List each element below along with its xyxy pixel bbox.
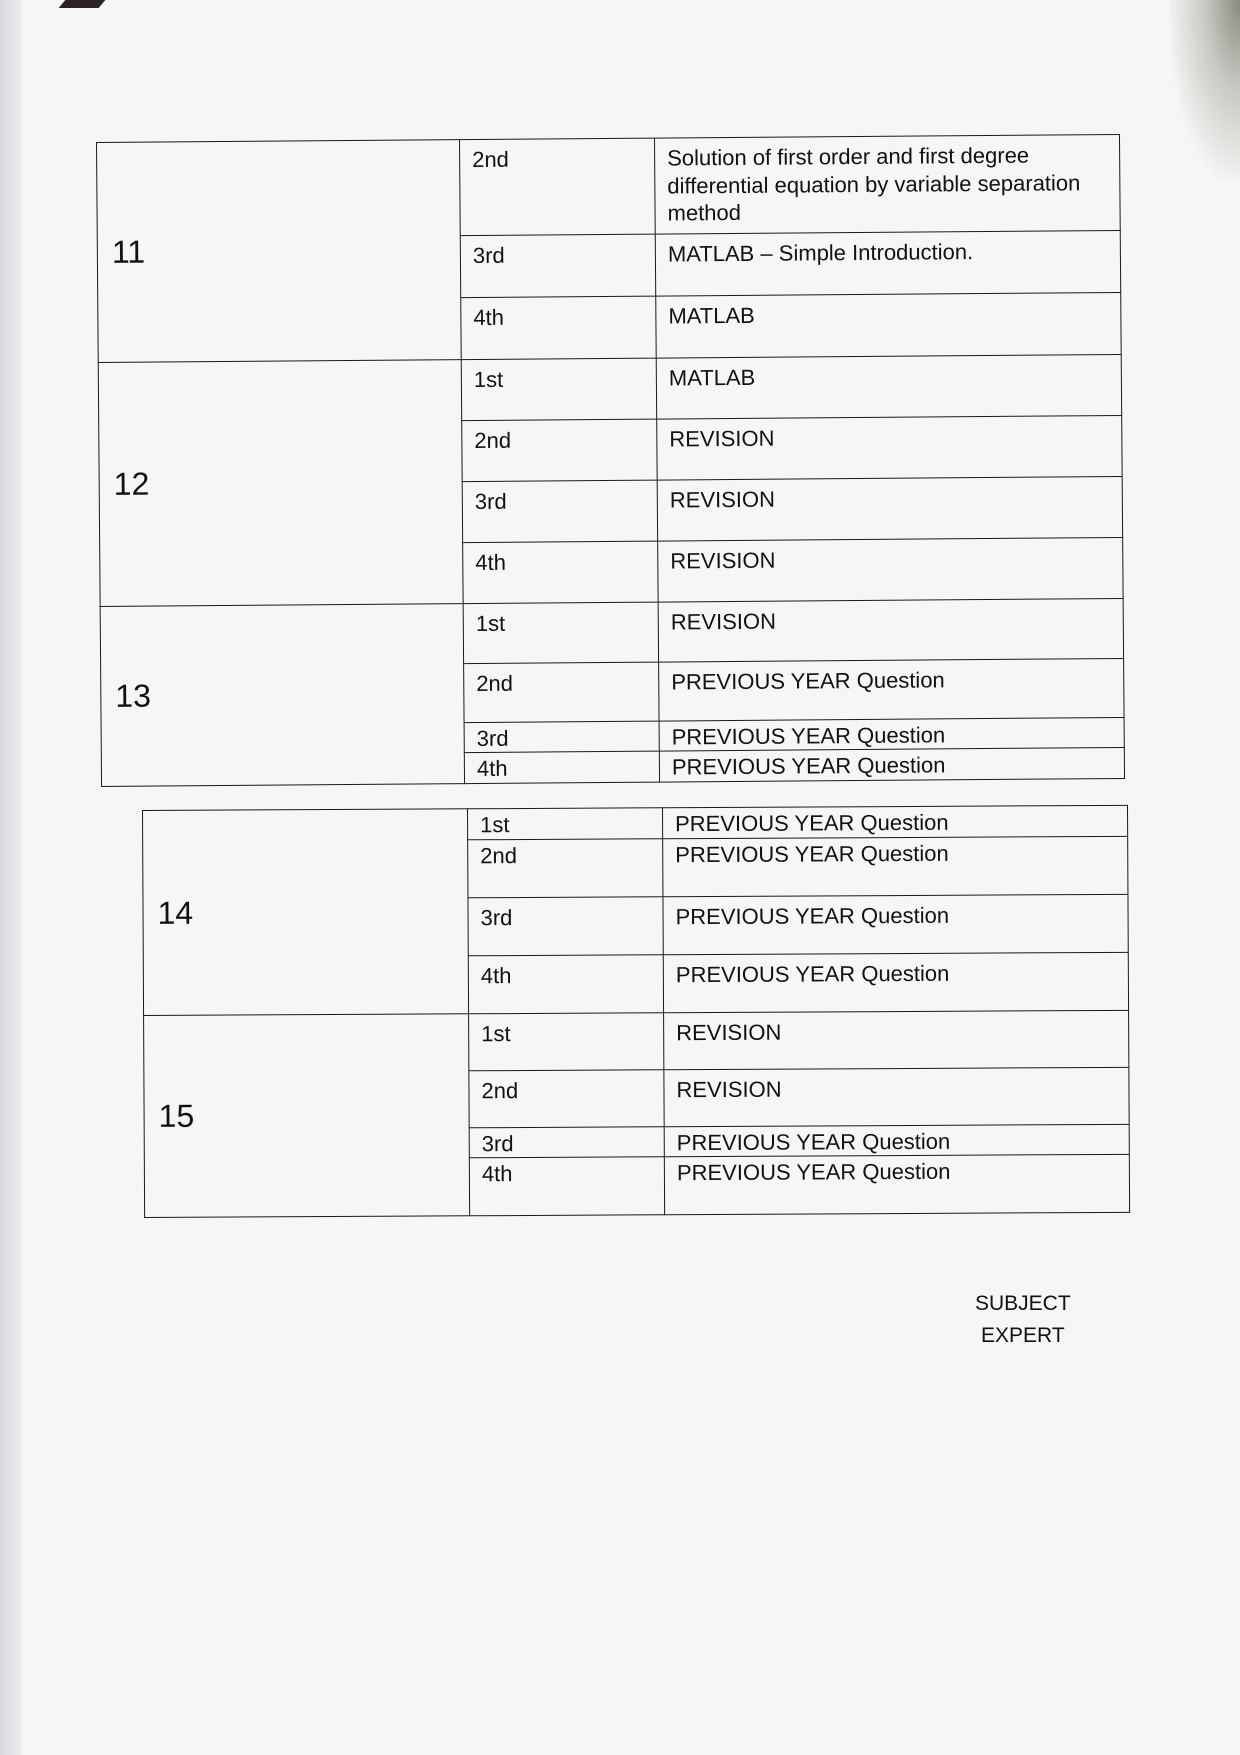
lecture-number: 1st	[461, 358, 656, 421]
lecture-topic: MATLAB	[656, 354, 1121, 419]
page-edge-shadow	[0, 0, 22, 1755]
lecture-topic: REVISION	[658, 537, 1123, 602]
lecture-number: 2nd	[462, 419, 657, 482]
lecture-topic: Solution of first order and first degree differential equation by variable separation method	[654, 134, 1120, 233]
lecture-topic: PREVIOUS YEAR Question	[664, 1124, 1129, 1157]
lecture-topic: MATLAB	[656, 292, 1121, 358]
lecture-number: 4th	[461, 296, 656, 360]
lecture-number: 1st	[463, 602, 658, 664]
lecture-topic: REVISION	[664, 1067, 1129, 1126]
lecture-number: 3rd	[469, 1126, 664, 1158]
signature-line-1: SUBJECT	[975, 1292, 1071, 1315]
lecture-topic: PREVIOUS YEAR Question	[659, 658, 1124, 721]
lecture-topic: PREVIOUS YEAR Question	[664, 1154, 1129, 1214]
schedule-table-weeks-14-15	[142, 805, 1130, 1218]
lecture-topic: REVISION	[657, 415, 1122, 480]
lecture-number: 2nd	[464, 662, 659, 723]
lecture-number: 4th	[463, 541, 658, 604]
lecture-number: 4th	[464, 751, 659, 783]
table-row	[98, 354, 1121, 423]
lecture-number: 2nd	[459, 138, 655, 235]
schedule-table-weeks-11-13	[96, 134, 1125, 787]
signature-block	[975, 1288, 1071, 1351]
lecture-number: 3rd	[460, 234, 655, 298]
lecture-number: 3rd	[464, 721, 659, 753]
week-number: 15	[144, 1013, 470, 1217]
lecture-topic: REVISION	[664, 1010, 1129, 1069]
signature-line-2: EXPERT	[981, 1323, 1065, 1347]
week-number: 12	[98, 359, 463, 606]
week-number: 13	[100, 603, 464, 786]
page-corner-fold	[59, 0, 106, 8]
lecture-topic: PREVIOUS YEAR Question	[663, 952, 1128, 1012]
lecture-number: 3rd	[468, 896, 663, 955]
table-row	[100, 598, 1123, 666]
week-number: 14	[143, 809, 469, 1015]
lecture-topic: PREVIOUS YEAR Question	[663, 894, 1128, 954]
lecture-number: 4th	[469, 1157, 664, 1216]
lecture-topic: PREVIOUS YEAR Question	[663, 836, 1128, 896]
lecture-number: 3rd	[462, 480, 657, 543]
table-row	[144, 1010, 1129, 1072]
lecture-topic: PREVIOUS YEAR Question	[659, 717, 1124, 751]
table-row	[97, 134, 1121, 238]
lecture-number: 2nd	[469, 1069, 664, 1127]
week-number: 11	[97, 140, 462, 362]
lecture-number: 4th	[468, 954, 663, 1013]
lecture-topic: MATLAB – Simple Introduction.	[655, 230, 1120, 296]
lecture-topic: REVISION	[657, 476, 1122, 541]
lecture-topic: PREVIOUS YEAR Question	[659, 747, 1124, 781]
lecture-topic: PREVIOUS YEAR Question	[662, 805, 1127, 838]
lecture-number: 1st	[467, 808, 662, 840]
page-corner-shadow	[1170, 0, 1240, 180]
lecture-number: 1st	[469, 1012, 664, 1070]
lecture-topic: REVISION	[658, 598, 1123, 662]
lecture-number: 2nd	[468, 838, 663, 897]
